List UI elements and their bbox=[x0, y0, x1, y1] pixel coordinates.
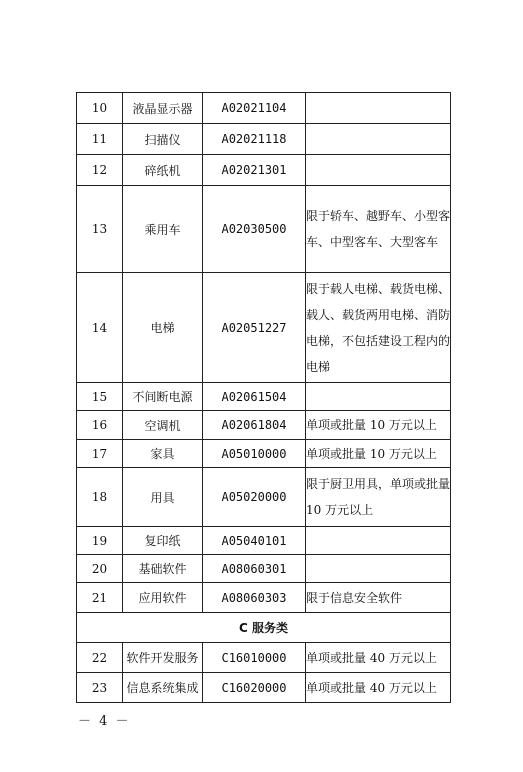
row-number: 18 bbox=[77, 468, 123, 527]
table-row bbox=[77, 555, 451, 583]
item-name: 复印纸 bbox=[123, 527, 203, 555]
item-name: 不间断电源 bbox=[123, 383, 203, 411]
section-title: C 服务类 bbox=[77, 613, 451, 643]
item-name: 电梯 bbox=[123, 273, 203, 383]
item-note: 限于厨卫用具，单项或批量 10 万元以上 bbox=[306, 468, 451, 527]
item-name: 碎纸机 bbox=[123, 155, 203, 186]
row-number: 12 bbox=[77, 155, 123, 186]
row-number: 16 bbox=[77, 411, 123, 440]
item-note bbox=[306, 93, 451, 124]
item-note: 单项或批量 40 万元以上 bbox=[306, 643, 451, 673]
page-number: － 4 － bbox=[78, 714, 131, 729]
table-row bbox=[77, 186, 451, 273]
table-row bbox=[77, 643, 451, 673]
table-body-a bbox=[77, 93, 451, 703]
item-note bbox=[306, 527, 451, 555]
table-row bbox=[77, 468, 451, 527]
item-note: 单项或批量 10 万元以上 bbox=[306, 440, 451, 468]
item-code: C16020000 bbox=[203, 673, 306, 703]
item-code: A02021118 bbox=[203, 124, 306, 155]
row-number: 10 bbox=[77, 93, 123, 124]
item-note: 单项或批量 40 万元以上 bbox=[306, 673, 451, 703]
item-code: A02051227 bbox=[203, 273, 306, 383]
item-code: A02061804 bbox=[203, 411, 306, 440]
item-name: 液晶显示器 bbox=[123, 93, 203, 124]
item-code: A02061504 bbox=[203, 383, 306, 411]
item-code: C16010000 bbox=[203, 643, 306, 673]
table-row bbox=[77, 440, 451, 468]
item-code: A05010000 bbox=[203, 440, 306, 468]
table-row bbox=[77, 673, 451, 703]
item-name: 信息系统集成 bbox=[123, 673, 203, 703]
item-code: A02030500 bbox=[203, 186, 306, 273]
item-name: 乘用车 bbox=[123, 186, 203, 273]
row-number: 19 bbox=[77, 527, 123, 555]
row-number: 11 bbox=[77, 124, 123, 155]
item-name: 用具 bbox=[123, 468, 203, 527]
item-code: A05040101 bbox=[203, 527, 306, 555]
item-note bbox=[306, 124, 451, 155]
item-note bbox=[306, 383, 451, 411]
row-number: 13 bbox=[77, 186, 123, 273]
item-note: 限于信息安全软件 bbox=[306, 583, 451, 613]
table-row bbox=[77, 383, 451, 411]
row-number: 21 bbox=[77, 583, 123, 613]
item-name: 软件开发服务 bbox=[123, 643, 203, 673]
item-name: 基础软件 bbox=[123, 555, 203, 583]
table-row bbox=[77, 583, 451, 613]
item-name: 扫描仪 bbox=[123, 124, 203, 155]
table-row bbox=[77, 527, 451, 555]
item-name: 空调机 bbox=[123, 411, 203, 440]
table-row bbox=[77, 124, 451, 155]
item-note: 限于载人电梯、载货电梯、载人、载货两用电梯、消防电梯，不包括建设工程内的电梯 bbox=[306, 273, 451, 383]
item-code: A02021301 bbox=[203, 155, 306, 186]
item-note: 单项或批量 10 万元以上 bbox=[306, 411, 451, 440]
row-number: 14 bbox=[77, 273, 123, 383]
row-number: 15 bbox=[77, 383, 123, 411]
table-row bbox=[77, 155, 451, 186]
table-row bbox=[77, 273, 451, 383]
row-number: 17 bbox=[77, 440, 123, 468]
item-name: 应用软件 bbox=[123, 583, 203, 613]
item-code: A05020000 bbox=[203, 468, 306, 527]
item-code: A02021104 bbox=[203, 93, 306, 124]
item-note: 限于轿车、越野车、小型客车、中型客车、大型客车 bbox=[306, 186, 451, 273]
item-note bbox=[306, 555, 451, 583]
row-number: 22 bbox=[77, 643, 123, 673]
section-header-row bbox=[77, 613, 451, 643]
item-code: A08060301 bbox=[203, 555, 306, 583]
table-row bbox=[77, 411, 451, 440]
item-note bbox=[306, 155, 451, 186]
item-code: A08060303 bbox=[203, 583, 306, 613]
table-row bbox=[77, 93, 451, 124]
item-name: 家具 bbox=[123, 440, 203, 468]
procurement-table bbox=[76, 92, 451, 703]
row-number: 20 bbox=[77, 555, 123, 583]
row-number: 23 bbox=[77, 673, 123, 703]
